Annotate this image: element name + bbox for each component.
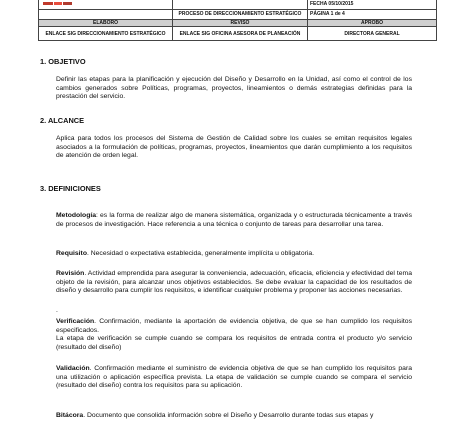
elaboro-value: ENLACE SIG DIRECCIONAMIENTO ESTRATÉGICO [39, 27, 173, 41]
date-cell: FECHA 05/10/2015 [308, 0, 437, 10]
definition-requisito: Requisito. Necesidad o expectativa establecida, generalmente implícita u obligatoria. [56, 250, 315, 257]
aprobo-header: APROBÓ [308, 20, 437, 27]
term-validacion: Validación [56, 365, 90, 372]
definition-bitacora: Bitácora. Documento que consolida información sobre el Diseño y Desarrollo durante todas sus etapas y [56, 412, 374, 419]
section-alcance-title: 2. ALCANCE [40, 116, 85, 125]
reviso-header: REVISÓ [173, 20, 308, 27]
section-objetivo-title: 1. OBJETIVO [40, 57, 86, 66]
process-title: PROCESO DE DIRECCIONAMIENTO ESTRATÉGICO [173, 10, 308, 20]
term-verificacion: Verificación [56, 318, 95, 325]
section-objetivo-text: Definir las etapas para la planificación y ejecución del Diseño y Desarrollo en la Unidad, así como el control de los cambios generados sobre Políticas, programas, proyectos, lineamientos o demás estrategias definidas para la prestación del servicio. [56, 76, 412, 101]
definition-revision: Revisión. Actividad emprendida para asegurar la conveniencia, adecuación, eficacia, eficiencia y efectividad del tema objeto de la revisión, para alcanzar unos objetivos establecidos. Se debe evaluar la capacidad de los resultados de diseño y desarrollo para cumplir los requisitos, e identificar cualquier problema y proponer las acciones necesarias. [56, 270, 412, 295]
reviso-value: ENLACE SIG OFICINA ASESORA DE PLANEACIÓN [173, 27, 308, 41]
definition-metodologia: Metodología: es la forma de realizar algo de manera sistemática, organizada y o estructurada técnicamente a través de procesos de investigación. Hace referencia a una técnica o conjunto de tareas para desarrollar una tarea. [56, 212, 412, 228]
page-number: PÁGINA 1 de 4 [308, 10, 437, 20]
section-alcance-text: Aplica para todos los procesos del Sistema de Gestión de Calidad sobre los cuales se emitan requisitos legales asociados a la formulación de políticas, programas, proyectos, lineamientos que darán cumplimiento a los requisitos de atención de orden legal. [56, 135, 412, 160]
definition-validacion: Validación. Confirmación mediante el suministro de evidencia objetiva de que se han cumplido los requisitos para una utilización o aplicación específica prevista. La etapa de validación se cumple cuando se compara el servicio (resultado del diseño) contra los requisitos para su aplicación. [56, 365, 412, 390]
term-metodologia: Metodología [56, 212, 97, 219]
definition-verificacion: Verificación. Confirmación, mediante la aportación de evidencia objetiva, de que se han cumplido los requisitos especificados. La etapa de verificación se cumple cuando se compara los requisitos de entrada contra el producto y/o servicio (resultado del diseño) [56, 318, 412, 352]
logo-cell [39, 0, 173, 10]
term-requisito: Requisito [56, 250, 87, 257]
elaboro-header: ELABORÓ [39, 20, 173, 27]
stray-period: . [56, 307, 58, 314]
document-header-table [38, 0, 437, 41]
section-definiciones-title: 3. DEFINICIONES [40, 184, 101, 193]
institution-logo [43, 2, 73, 7]
term-bitacora: Bitácora [56, 412, 84, 419]
term-revision: Revisión [56, 270, 85, 277]
aprobo-value: DIRECTORA GENERAL [308, 27, 437, 41]
